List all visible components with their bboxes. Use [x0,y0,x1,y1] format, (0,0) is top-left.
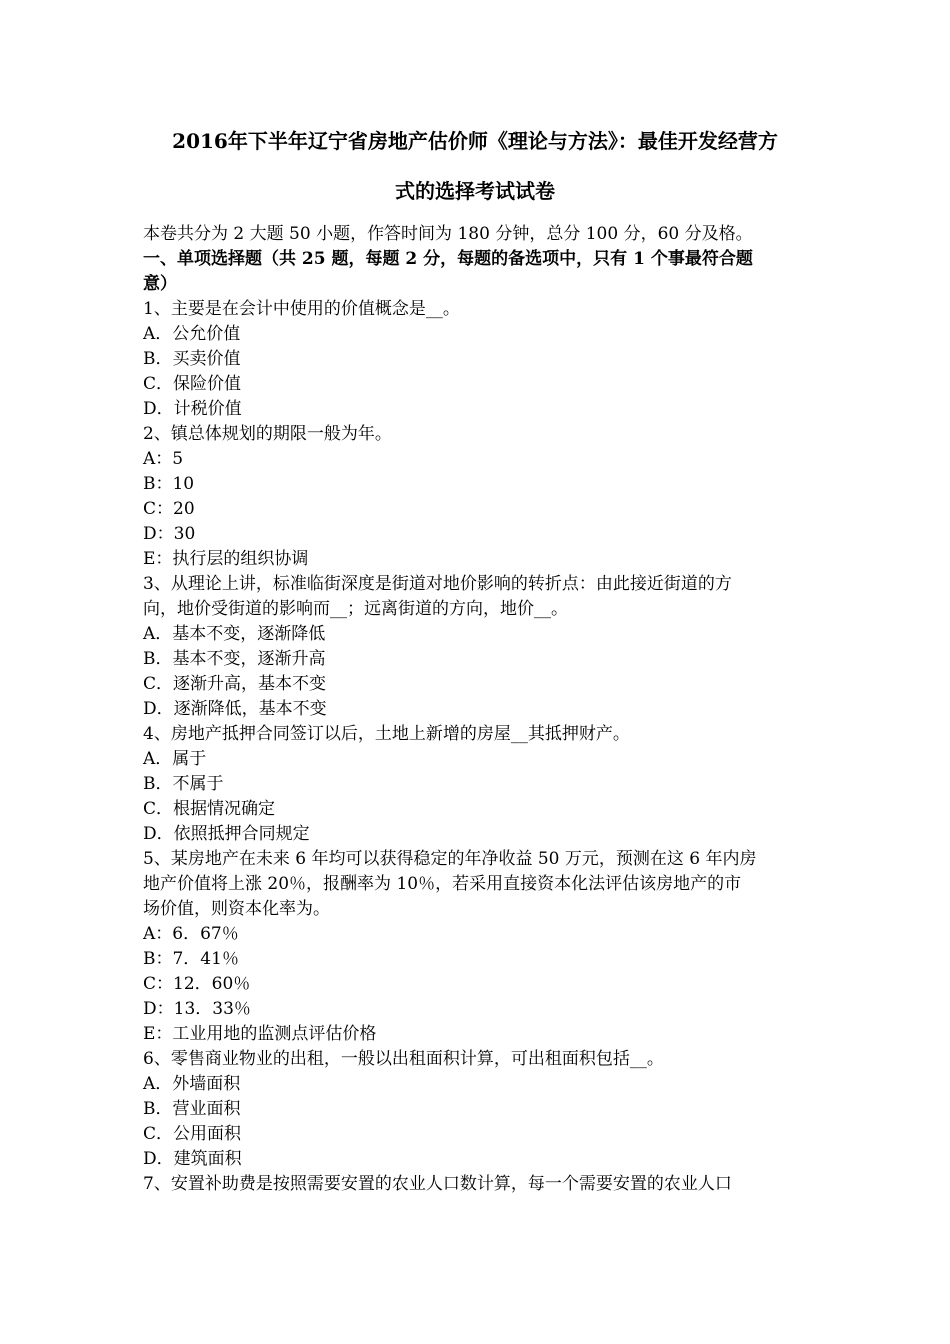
document-line: D：30 [143,524,196,544]
document-line: C．公用面积 [143,1124,242,1144]
document-line: E：工业用地的监测点评估价格 [143,1024,377,1044]
document-line: 5、某房地产在未来 6 年均可以获得稳定的年净收益 50 万元，预测在这 6 年内房 [143,849,757,869]
document-line: D．建筑面积 [143,1149,242,1169]
document-line: 地产价值将上涨 20％，报酬率为 10％，若采用直接资本化法评估该房地产的市 [143,874,742,894]
document-line: A：5 [143,449,184,469]
document-line: C．保险价值 [143,374,242,394]
document-title-line-1: 2016年下半年辽宁省房地产估价师《理论与方法》：最佳开发经营方 [172,129,778,153]
document-line: 3、从理论上讲，标准临街深度是街道对地价影响的转折点：由此接近街道的方 [143,574,732,594]
document-line: 4、房地产抵押合同签订以后，土地上新增的房屋__其抵押财产。 [143,724,630,744]
document-line: B：7．41％ [143,949,239,969]
document-line: 向，地价受街道的影响而__；远离街道的方向，地价__。 [143,599,568,619]
document-line: D．依照抵押合同规定 [143,824,310,844]
document-line: 一、单项选择题（共 25 题，每题 2 分，每题的备选项中，只有 1 个事最符合题 [143,249,753,269]
document-line: E：执行层的组织协调 [143,549,309,569]
document-line: C．根据情况确定 [143,799,276,819]
document-line: B．买卖价值 [143,349,241,369]
document-title-line-2: 式的选择考试试卷 [395,179,555,203]
document-line: A：6．67％ [143,924,239,944]
document-line: C：12．60％ [143,974,251,994]
document-line: B．不属于 [143,774,224,794]
document-line: A．外墙面积 [143,1074,241,1094]
document-line: 1、主要是在会计中使用的价值概念是__。 [143,299,460,319]
document-line: C：20 [143,499,195,519]
document-line: 2、镇总体规划的期限一般为年。 [143,424,392,444]
document-line: 本卷共分为 2 大题 50 小题，作答时间为 180 分钟，总分 100 分，60 分及格。 [143,224,753,244]
document-line: A．属于 [143,749,207,769]
document-line: 场价值，则资本化率为。 [143,899,330,919]
document-line: C．逐渐升高，基本不变 [143,674,327,694]
document-line: A．基本不变，逐渐降低 [143,624,326,644]
document-line: B．基本不变，逐渐升高 [143,649,326,669]
document-line: D．计税价值 [143,399,242,419]
document-line: 意） [143,274,177,294]
document-line: D．逐渐降低，基本不变 [143,699,327,719]
document-line: D：13．33％ [143,999,251,1019]
document-line: B．营业面积 [143,1099,241,1119]
document-line: 7、安置补助费是按照需要安置的农业人口数计算，每一个需要安置的农业人口 [143,1174,732,1194]
document-line: 6、零售商业物业的出租，一般以出租面积计算，可出租面积包括__。 [143,1049,664,1069]
document-line: A．公允价值 [143,324,241,344]
document-line: B：10 [143,474,195,494]
document-body [143,222,809,1197]
